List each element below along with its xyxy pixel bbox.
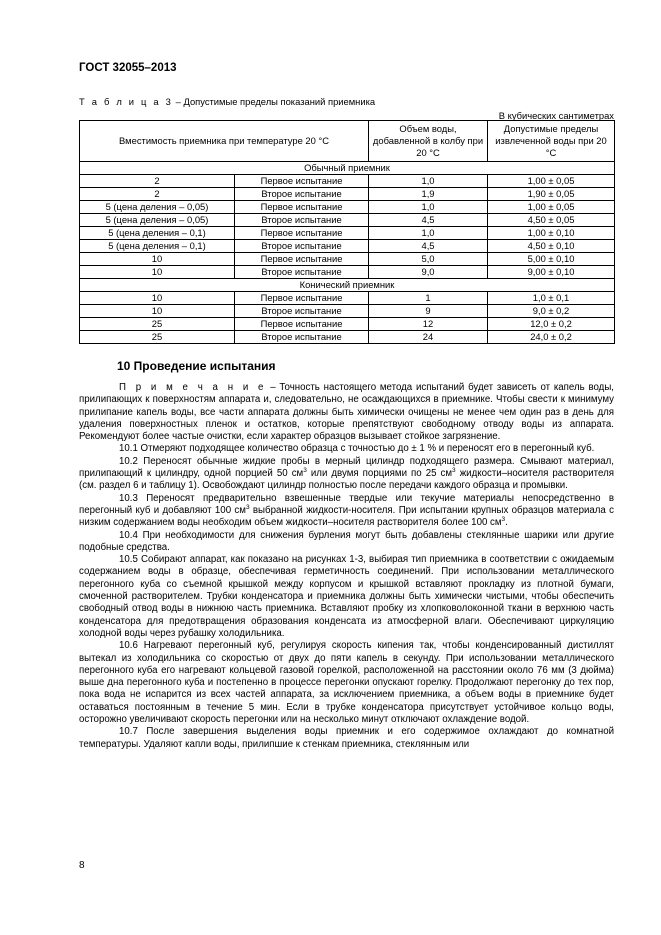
table-cell: 10 bbox=[80, 292, 235, 305]
table-cell: 4,50 ± 0,05 bbox=[488, 214, 615, 227]
table-row bbox=[80, 331, 615, 344]
table-cell: 12 bbox=[369, 318, 488, 331]
table-row bbox=[80, 188, 615, 201]
table-cell: 2 bbox=[80, 188, 235, 201]
table-cell: Первое испытание bbox=[235, 318, 369, 331]
table-cell: 9,0 ± 0,2 bbox=[488, 305, 615, 318]
note-label: П р и м е ч а н и е bbox=[119, 382, 267, 393]
column-header: Допустимые пределы извлеченной воды при 20 °С bbox=[488, 121, 615, 162]
table-cell: Первое испытание bbox=[235, 175, 369, 188]
table-cell: 1,0 bbox=[369, 227, 488, 240]
table-cell: Первое испытание bbox=[235, 292, 369, 305]
section-row bbox=[80, 279, 615, 292]
table-cell: 12,0 ± 0,2 bbox=[488, 318, 615, 331]
table-cell: Второе испытание bbox=[235, 305, 369, 318]
table-cell: 10 bbox=[80, 266, 235, 279]
table-cell: Первое испытание bbox=[235, 201, 369, 214]
paragraph-text: жидкости–носителя растворителя (см. раздел 6 и таблицу 1). Освобождают цилиндр полностью после передачи каждого образца и промывки. bbox=[79, 468, 614, 492]
superscript: 3 bbox=[303, 466, 307, 474]
table-units: В кубических сантиметрах bbox=[498, 110, 614, 121]
column-header: Вместимость приемника при температуре 20 °С bbox=[80, 121, 369, 162]
table-cell: Второе испытание bbox=[235, 214, 369, 227]
table-cell: 9,0 bbox=[369, 266, 488, 279]
note-paragraph bbox=[79, 382, 614, 443]
table-row bbox=[80, 292, 615, 305]
table-cell: Первое испытание bbox=[235, 253, 369, 266]
table-row bbox=[80, 214, 615, 227]
table-body bbox=[80, 162, 615, 344]
table-cell: 1,90 ± 0,05 bbox=[488, 188, 615, 201]
table-cell: 1,00 ± 0,05 bbox=[488, 201, 615, 214]
table-cell: 24,0 ± 0,2 bbox=[488, 331, 615, 344]
table-cell: 9 bbox=[369, 305, 488, 318]
paragraph-text: . bbox=[505, 517, 508, 529]
table-cell: 5 (цена деления – 0,05) bbox=[80, 214, 235, 227]
table-row bbox=[80, 227, 615, 240]
table-cell: 4,50 ± 0,10 bbox=[488, 240, 615, 253]
table-row bbox=[80, 266, 615, 279]
table-cell: 25 bbox=[80, 331, 235, 344]
tolerance-table bbox=[79, 120, 615, 344]
table-caption bbox=[79, 96, 375, 107]
table-cell: 9,00 ± 0,10 bbox=[488, 266, 615, 279]
paragraph-text: или двумя порциями по 25 см bbox=[306, 468, 453, 480]
paragraph-10-3 bbox=[79, 493, 614, 530]
table-cell: 1 bbox=[369, 292, 488, 305]
superscript: 3 bbox=[245, 503, 250, 511]
table-cell: 5,00 ± 0,10 bbox=[488, 253, 615, 266]
table-cell: Второе испытание bbox=[235, 240, 369, 253]
superscript: 3 bbox=[452, 466, 456, 474]
column-header: Объем воды, добавленной в колбу при 20 °С bbox=[369, 121, 488, 162]
note-text: – Точность настоящего метода испытаний будет зависеть от капель воды, прилипающих к поверхностям аппарата и, следовательно, не осаждающихся в приемнике. Чтобы свести к минимуму прилипание капель воды, все части аппарата должны быть химически очищены не менее чем один раз в день для удаления поверхностных пленок и остатков, которые препятствуют свободному отводу воды из аппарата. Рекомендуют более частые очистки, если характер образцов вызывает стойкое загрязнение. bbox=[79, 382, 614, 443]
table-cell: Второе испытание bbox=[235, 331, 369, 344]
table-cell: 1,0 bbox=[369, 175, 488, 188]
table-row bbox=[80, 240, 615, 253]
table-cell: 4,5 bbox=[369, 214, 488, 227]
page-number: 8 bbox=[79, 860, 85, 871]
table-cell: 5 (цена деления – 0,1) bbox=[80, 240, 235, 253]
section-title-cell: Конический приемник bbox=[80, 279, 615, 292]
table-cell: 5 (цена деления – 0,05) bbox=[80, 201, 235, 214]
paragraph-text: 10.2 Переносят обычные жидкие пробы в мерный цилиндр подходящего размера. Смывают материал, прилипающий к цилиндру, одной порцией 50 см bbox=[79, 455, 614, 480]
section-title: 10 Проведение испытания bbox=[117, 359, 276, 373]
paragraph-10-7: 10.7 После завершения выделения воды приемник и его содержимое охлаждают до комнатной температуры. Удаляют капли воды, прилипшие к стенкам приемника, стеклянным или bbox=[79, 726, 614, 750]
paragraph-10-2 bbox=[79, 456, 614, 493]
table-cell: Второе испытание bbox=[235, 266, 369, 279]
table-cell: 5,0 bbox=[369, 253, 488, 266]
table-cell: 1,0 ± 0,1 bbox=[488, 292, 615, 305]
table-row bbox=[80, 305, 615, 318]
superscript: 3 bbox=[501, 516, 506, 524]
document-id: ГОСТ 32055–2013 bbox=[79, 62, 177, 74]
table-cell: 24 bbox=[369, 331, 488, 344]
section-title-cell: Обычный приемник bbox=[80, 162, 615, 175]
table-cell: 5 (цена деления – 0,1) bbox=[80, 227, 235, 240]
table-cell: 10 bbox=[80, 305, 235, 318]
table-cell: 25 bbox=[80, 318, 235, 331]
section-row bbox=[80, 162, 615, 175]
table-header-row bbox=[80, 121, 615, 162]
table-cell: 1,9 bbox=[369, 188, 488, 201]
paragraph-text: 10.3 Переносят предварительно взвешенные твердые или текучие материалы непосредственно в перегонный куб и добавляют 100 см bbox=[79, 492, 614, 516]
table-caption-label: Т а б л и ц а 3 bbox=[79, 96, 174, 107]
table-cell: Первое испытание bbox=[235, 227, 369, 240]
paragraph-10-1: 10.1 Отмеряют подходящее количество образца с точностью до ± 1 % и переносят его в перегонный куб. bbox=[119, 443, 595, 455]
table-cell: 1,0 bbox=[369, 201, 488, 214]
body-text bbox=[79, 382, 614, 751]
table-cell: 2 bbox=[80, 175, 235, 188]
paragraph-text: выбранной жидкости-носителя. При испытании крупных образцов материала с низким содержанием воды необходим объем жидкости–носителя растворителя более 100 см bbox=[79, 504, 614, 529]
table-row bbox=[80, 201, 615, 214]
table-cell: Второе испытание bbox=[235, 188, 369, 201]
table-row bbox=[80, 175, 615, 188]
paragraph-10-4: 10.4 При необходимости для снижения бурления могут быть добавлены стеклянные шарики или другие подобные средства. bbox=[79, 529, 614, 553]
table-cell: 1,00 ± 0,05 bbox=[488, 175, 615, 188]
table-cell: 1,00 ± 0,10 bbox=[488, 227, 615, 240]
paragraph-10-5: 10.5 Собирают аппарат, как показано на рисунках 1-3, выбирая тип приемника в соответствии с ожидаемым содержанием воды в образце, обеспечивая герметичность соединений. При использовании металлического перегонного куба со съемной крышкой между корпусом и крышкой вставляют прокладку из плотной бумаги, смоченной растворителем. Трубки конденсатора и приемника должны быть химически чистыми, чтобы обеспечить свободный отвод воды в нижнюю часть приемника. Вставляют пробку из хлопковолоконной ткани в верхнюю часть конденсатора для предотвращения образования конденсата из атмосферной влаги. Обеспечивают циркуляцию холодной воды через рубашку холодильника. bbox=[79, 554, 614, 639]
table-row bbox=[80, 253, 615, 266]
paragraph-10-6: 10.6 Нагревают перегонный куб, регулируя скорость кипения так, чтобы конденсированный дистиллят вытекал из холодильника со скоростью от двух до пяти капель в секунду. При использовании металлического перегонного куба его нагревают кольцевой газовой горелкой, расположенной на расстоянии около 76 мм (3 дюйма) выше дна перегонного куба и постепенно в процессе перегонки опускают горелку. Продолжают перегонку до тех пор, пока вода не испарится из всех частей аппарата, за исключением приемника, а объем воды в приемнике будет оставаться постоянным в течение 5 мин. Если в трубке конденсатора присутствует устойчивое кольцо воды, осторожно увеличивают скорость перегонки или на несколько минут отключают охлаждение водой. bbox=[79, 640, 614, 726]
table-caption-text: – Допустимые пределы показаний приемника bbox=[173, 96, 376, 107]
table-row bbox=[80, 318, 615, 331]
table-cell: 4,5 bbox=[369, 240, 488, 253]
table-cell: 10 bbox=[80, 253, 235, 266]
